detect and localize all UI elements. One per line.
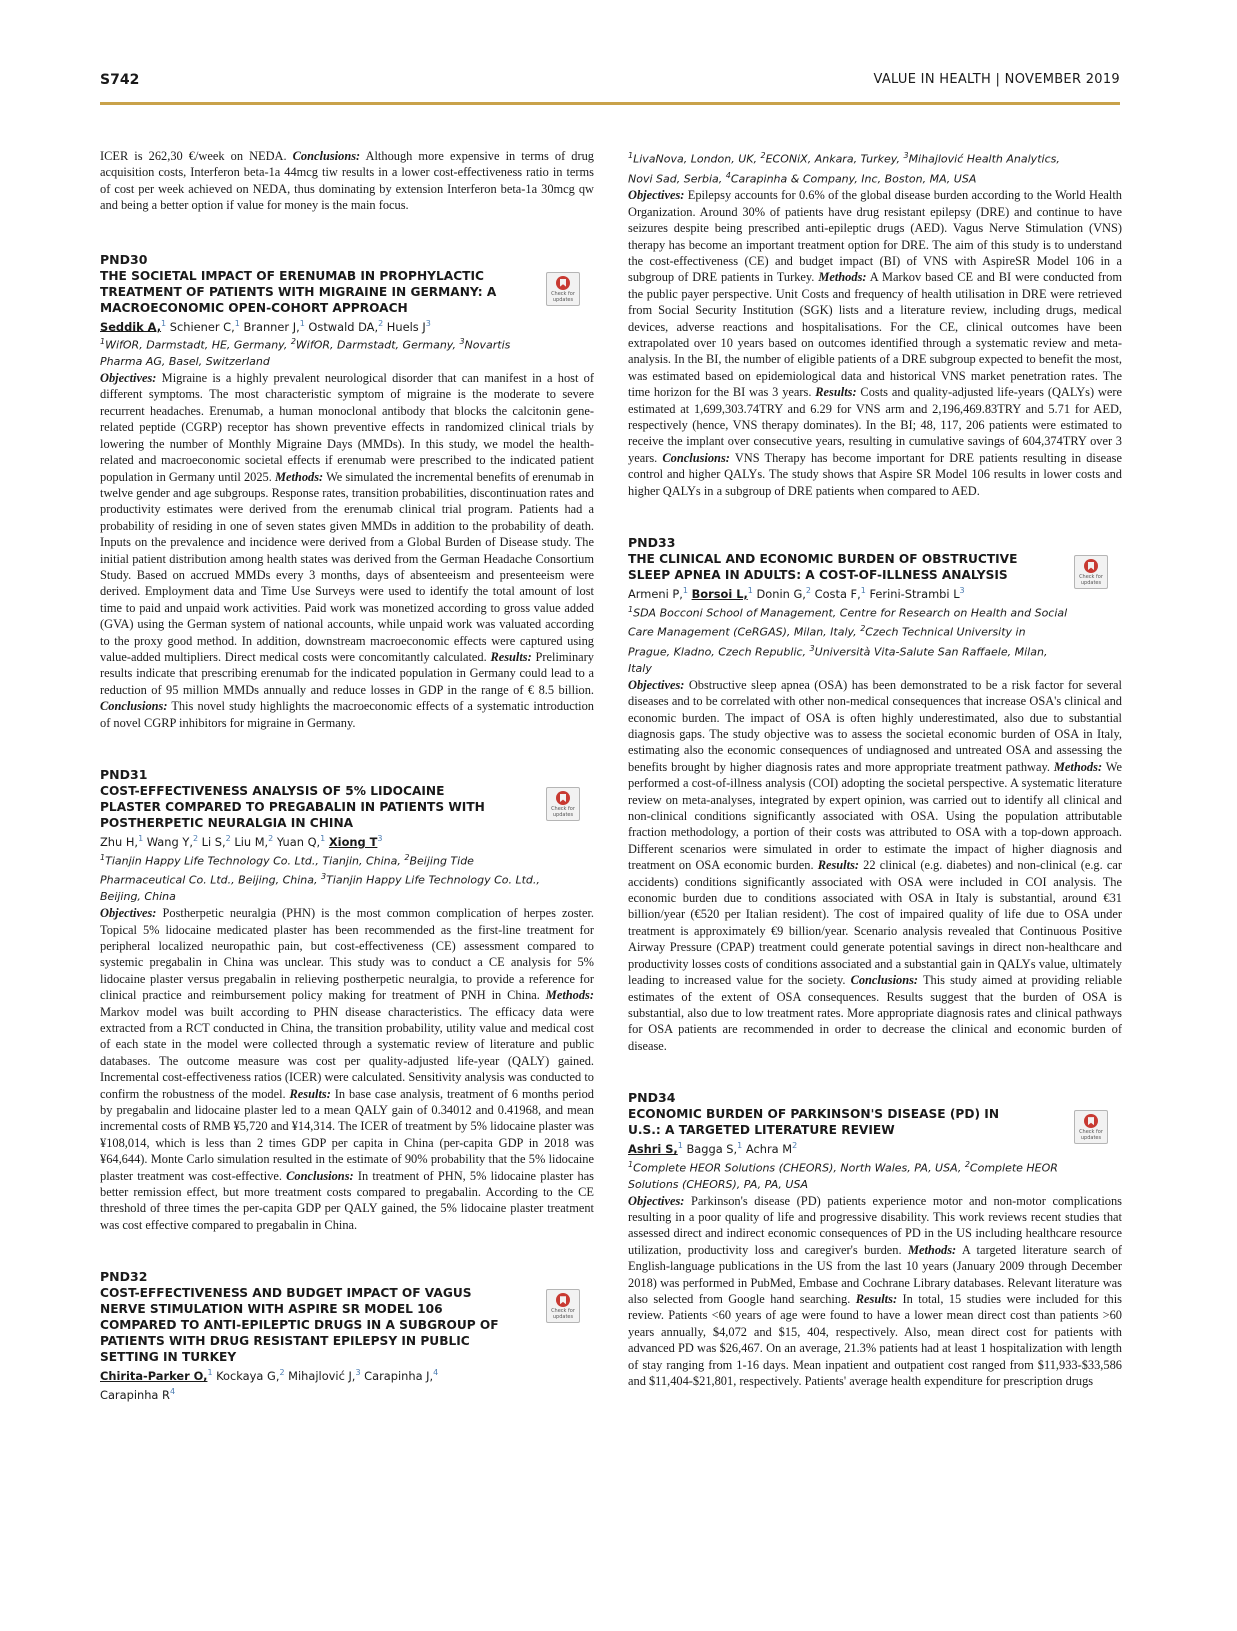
- author-list: Armeni P,$^1$ Borsoi L,$^1$ Donin G,$^2$ Costa F,$^1$ Ferini-Strambi $L^3$: [628, 586, 965, 601]
- abstract-code: PND30: [100, 251, 148, 267]
- left-column: [100, 148, 594, 1403]
- abstract-title: COST-EFFECTIVENESS AND BUDGET IMPACT OF VAGUS NERVE STIMULATION WITH ASPIRE SR MODEL 106 COMPARED TO ANTI-EPILEPTIC DRUGS IN A SUBGROUP OF PATIENTS WITH DRUG RESISTANT EPILEPSY IN PUBLIC SETTING IN TURKEY: [100, 1286, 499, 1365]
- continued-abstract: [100, 148, 594, 214]
- bookmark-icon: [1084, 1114, 1098, 1128]
- check-updates-badge[interactable]: [546, 1289, 580, 1323]
- author-list: Ashri S,$^1$ Bagga S,$^1$ Achra $M^2$: [628, 1141, 798, 1156]
- affiliations: $^1$LivaNova, London, UK, $^2$ECONiX, Ankara, Turkey, $^3$Mihajlović Health Analytics, Novi Sad, Serbia, $^4$Carapinha & Company, Inc, Boston, MA, USA: [628, 151, 1060, 186]
- abstract-title: ECONOMIC BURDEN OF PARKINSON'S DISEASE (PD) IN U.S.: A TARGETED LITERATURE REVIEW: [628, 1107, 1000, 1138]
- author-list: Seddik A,$^1$ Schiener C,$^1$ Branner J,$^1$ Ostwald DA,$^2$ Huels $J^3$: [100, 318, 431, 334]
- affiliations: $^1$SDA Bocconi School of Management, Centre for Research on Health and Social Care Management (CeRGAS), Milan, Italy, $^2$Czech Technical University in Prague, Kladno, Czech Republic, $^3$Università Vita-Salute San Raffaele, Milan, Italy: [628, 604, 1068, 675]
- affiliations: $^1$Complete HEOR Solutions (CHEORS), North Wales, PA, USA, $^2$Complete HEOR Solutions (CHEORS), PA, PA, USA: [628, 1159, 1058, 1191]
- abstract-pnd31: [100, 767, 594, 1233]
- abstract-body: Objectives: Migraine is a highly prevalent neurological disorder that can manifest in a host of different symptoms. The most characteristic symptom of migraine is the moderate to severe recurrent headaches. Erenumab, a human monoclonal antibody that blocks the calcitonin gene-related peptide (CGRP) receptor has shown preventive effects in randomized clinical trials by lowering the number of Monthly Migraine Days (MMDs). In this study, we model the health-related and macroeconomic societal effects if erenumab were prescribed to the indicated patient population in Germany until 2025. Methods: We simulated the incremental benefits of erenumab in twelve gender and age subgroups. Response rates, transition probabilities, discontinuation rates and productivity estimates were derived from the erenumab clinical trial program. Patients had a probability of residing in one of seven states given MMDs in addition to the probability of death. Inputs on the prevalence and incidence were derived from a Global Burden of Disease study. The initial patient distribution among health states was derived from the German Headache Consortium Study. Based on accrued MMDs every 3 months, days of absenteeism and presenteeism were derived. Employment data and Time Use Surveys were used to identify the total amount of lost time to paid and unpaid work activities. Paid work was monetized according to gross value added (GVA) using the German system of national accounts, while unpaid work was valuated according to the proxy good method. In addition, downstream macroeconomic effects were captured using value-added multipliers. Direct medical costs were concomitantly calculated. Results: Preliminary results indicate that prescribing erenumab for the indicated population in Germany could lead to a reduction of 95 million MMDs annually and reduce losses in GDP in the range of € 8.5 billion. Conclusions: This novel study highlights the macroeconomic effects of a systematic introduction of novel CGRP inhibitors for migraine in Germany.: [100, 371, 594, 730]
- abstract-body: Objectives: Postherpetic neuralgia (PHN) is the most common complication of herpes zoster. Topical 5% lidocaine medicated plaster has been recommended as the first-line treatment for peripheral localized neuropathic pain, but cost-effectiveness (CE) assessment compared to systemic pregabalin in China was unclear. This study was to conduct a CE analysis for 5% lidocaine plaster versus pregabalin in relieving postherpetic neuralgia, to provide a reference for clinical practice and reimbursement policy making for treatment of PNH in China. Methods: Markov model was built according to PHN disease characteristics. The efficacy data were extracted from a RCT conducted in China, the transition probability, utility value and medical cost of each state in the model were collected through a systematic review of literature and public databases. The outcome measure was cost per quality-adjusted life-year (QALY) gained. Incremental cost-effectiveness ratios (ICER) were calculated. Sensitivity analysis was conducted to confirm the robustness of the model. Results: In base case analysis, treatment of 6 months period by pregabalin and lidocaine plaster led to a mean QALY gain of 0.34012 and 0.41968, and mean incremental costs of RMB ¥5,720 and ¥14,314. The ICER of treatment by 5% lidocaine plaster was ¥108,014, which is less than 2 times GDP per capita in China (per-capita GDP in 2018 was ¥64,644). Monte Carlo simulation resulted in the estimate of 90% probability that the 5% lidocaine plaster treatment was cost-effective. Conclusions: In treatment of PHN, 5% lidocaine plaster has better remission effect, but more treatment costs compared to pregabalin. According to the CE threshold of three times the per-capita GDP per QALY gained, the 5% lidocaine plaster treatment was cost effective compared to pregabalin in China.: [100, 906, 594, 1232]
- abstract-body: Objectives: Epilepsy accounts for 0.6% of the global disease burden according to the World Health Organization. Around 30% of patients have drug resistant epilepsy (DRE) and continue to have seizures despite being prescribed anti-epileptic drugs (AED). Vagus Nerve Stimulation (VNS) therapy has become an important treatment option for DRE. The aim of this study is to understand the cost-effectiveness (CE) and budget impact (BI) of VNS with AspireSR Model 106 in a subgroup of DRE patients in Turkey. Methods: A Markov based CE and BI were conducted from the public payer perspective. Unit Costs and frequency of health utilisation in DRE were retrieved from Social Security Institution (SGK) lists and a literature review, including drugs, medical devices, adverse reactions and hospitalisations. For the CE, clinical outcomes have been extrapolated over 10 years based on outcomes identified through a systematic review and meta-analysis. In the BI, the number of eligible patients of a DRE subgroup expected to benefit the most, was estimated based on epidemiological data and historical VNS market penetration rates. The time horizon for the BI was 3 years. Results: Costs and quality-adjusted life-years (QALYs) were estimated at 1,699,303.74TRY and 6.29 for VNS arm and 2,196,469.83TRY and 5.71 for AED, respectively (hence, VNS therapy dominates). In the BI; 48, 117, 206 patients were estimated to receive the implant over consecutive years, resulting in cumulative savings of 604,374TRY over 3 years. Conclusions: VNS Therapy has become important for DRE patients resulting in disease control and higher QALYs. The study shows that Aspire SR Model 106 results in lower costs and higher QALYs in a subgroup of DRE patients when compared to AED.: [628, 188, 1122, 498]
- abstract-pnd33: [628, 535, 1122, 1054]
- abstract-title: THE SOCIETAL IMPACT OF ERENUMAB IN PROPHYLACTIC TREATMENT OF PATIENTS WITH MIGRAINE IN GERMANY: A MACROECONOMIC OPEN-COHORT APPROACH: [100, 268, 497, 315]
- abstract-pnd32-continued: [628, 148, 1122, 499]
- abstract-pnd34: [628, 1090, 1122, 1389]
- bookmark-icon: [556, 1293, 570, 1307]
- badge-label: Check for updates: [551, 1308, 575, 1321]
- bookmark-icon: [1084, 559, 1098, 573]
- abstract-code: PND32: [100, 1269, 148, 1285]
- abstract-body: Objectives: Parkinson's disease (PD) patients experience motor and non-motor complications resulting in a poor quality of life and progressive disability. This work reviews recent studies that assessed direct and indirect economic consequences of PD in the US including healthcare resource utilization, productivity loss and caregiver's burden. Methods: A targeted literature search of English-language publications in the US from the last 10 years (January 2009 through December 2018) was performed in PubMed, Embase and Cochrane Library databases. Relevant literature was also selected from Google hand searching. Results: In total, 15 studies were included for this review. Patients <60 years of age were found to have a lower mean direct cost than patients >60 years annually, $4,072 and $15, 404, respectively. Also, mean direct cost for patients with advanced PD was $26,467. On an average, 21.3% patients had at least 1 hospitalization with length of stay ranging from 1-16 days. Mean inpatient and outpatient cost ranged from $11,933-$33,586 and $11,404-$21,801, respectively. Patients' average health expenditure for prescription drugs: [628, 1193, 1122, 1389]
- check-updates-badge[interactable]: [1074, 1110, 1108, 1144]
- badge-label: Check for updates: [551, 290, 575, 303]
- check-updates-badge[interactable]: [546, 787, 580, 821]
- abstract-title: COST-EFFECTIVENESS ANALYSIS OF 5% LIDOCAINE PLASTER COMPARED TO PREGABALIN IN PATIENTS WITH POSTHERPETIC NEURALGIA IN CHINA: [100, 784, 485, 831]
- abstract-title: THE CLINICAL AND ECONOMIC BURDEN OF OBSTRUCTIVE SLEEP APNEA IN ADULTS: A COST-OF-ILLNESS ANALYSIS: [628, 552, 1018, 583]
- continued-text: ICER is 262,30 €/week on NEDA. Conclusions: Although more expensive in terms of drug acquisition costs, Interferon beta-1a 44mcg tiw results in a lower cost-effectiveness ratio in terms of cost per week achieved on NEDA, thus dominating by extension Interferon beta-1a 30mcg qw and being a better option if value for money is the main focus.: [100, 149, 594, 213]
- badge-label: Check for updates: [551, 806, 575, 819]
- author-list: Chirita-Parker O,$^1$ Kockaya G,$^2$ Mihajlović J,$^3$ Carapinha J,$^4$ Carapinha $R^4$: [100, 1368, 439, 1402]
- abstract-body: Objectives: Obstructive sleep apnea (OSA) has been demonstrated to be a risk factor for several diseases and to be correlated with other non-medical consequences that increase OSA's clinical and economic burden. The impact of OSA is often highly underestimated, also due to substantial diagnosis gaps. The study objective was to assess the societal economic burden of OSA in Italy, estimating also the economic consequences of undiagnosed and untreated OSA and assessing the benefits brought by higher diagnosis rates and more appropriate treatment pathway. Methods: We performed a cost-of-illness analysis (COI) adopting the societal perspective. A systematic literature review on meta-analyses, integrated by expert opinion, was carried out to identify all clinical and non-clinical conditions significantly associated with OSA. Using the population attributable fraction methodology, a portion of their costs was attributed to OSA with a top-down approach. Different scenarios were simulated in order to estimate the impact of higher diagnosis and treatment on OSA economic burden. Results: 22 clinical (e.g. diabetes) and non-clinical (e.g. car accidents) conditions significantly associated with OSA were included in COI analysis. The economic burden due to conditions associated with OSA in Italy is substantial, around €31 billion/year (€520 per Italian resident). The cost of impaired quality of life due to OSA under treatment is approximately €9 billion/year. Scenario analysis revealed that Continuous Positive Airway Pressure (CPAP) treatment could generate potential savings in direct non-healthcare and productivity losses costs of conditions associated and a substantial gain in QALYs value, ultimately leading to increased value for the society. Conclusions: This study aimed at providing reliable estimates of the extent of OSA consequences. Results suggest that the burden of OSA is substantial, also due to low treatment rates. More appropriate diagnosis rates and clinical pathways for OSA patients are recommended in order to decrease the clinical and economic burden of disease.: [628, 677, 1123, 1053]
- badge-label: Check for updates: [1079, 1129, 1103, 1142]
- abstract-code: PND31: [100, 767, 148, 783]
- page-number: S742: [100, 72, 140, 88]
- abstract-pnd32-start: [100, 1269, 594, 1403]
- bookmark-icon: [556, 791, 570, 805]
- affiliations: $^1$Tianjin Happy Life Technology Co. Ltd., Tianjin, China, $^2$Beijing Tide Pharmaceutical Co. Ltd., Beijing, China, $^3$Tianjin Happy Life Technology Co. Ltd., Beijing, China: [100, 852, 540, 904]
- abstract-pnd30: [100, 252, 594, 731]
- right-column: [628, 148, 1122, 1389]
- check-updates-badge[interactable]: [546, 272, 580, 306]
- bookmark-icon: [556, 276, 570, 290]
- abstract-code: PND34: [628, 1090, 676, 1106]
- journal-title: VALUE IN HEALTH | NOVEMBER 2019: [873, 72, 1120, 87]
- check-updates-badge[interactable]: [1074, 555, 1108, 589]
- running-header: [100, 72, 1120, 94]
- affiliations: $^1$WifOR, Darmstadt, HE, Germany, $^2$WifOR, Darmstadt, Germany, $^3$Novartis Pharma AG, Basel, Switzerland: [100, 337, 511, 369]
- author-list: Zhu H,$^1$ Wang Y,$^2$ Li S,$^2$ Liu M,$^2$ Yuan Q,$^1$ Xiong $T^3$: [100, 834, 383, 849]
- abstract-code: PND33: [628, 535, 676, 551]
- badge-label: Check for updates: [1079, 574, 1103, 587]
- header-rule: [100, 102, 1120, 105]
